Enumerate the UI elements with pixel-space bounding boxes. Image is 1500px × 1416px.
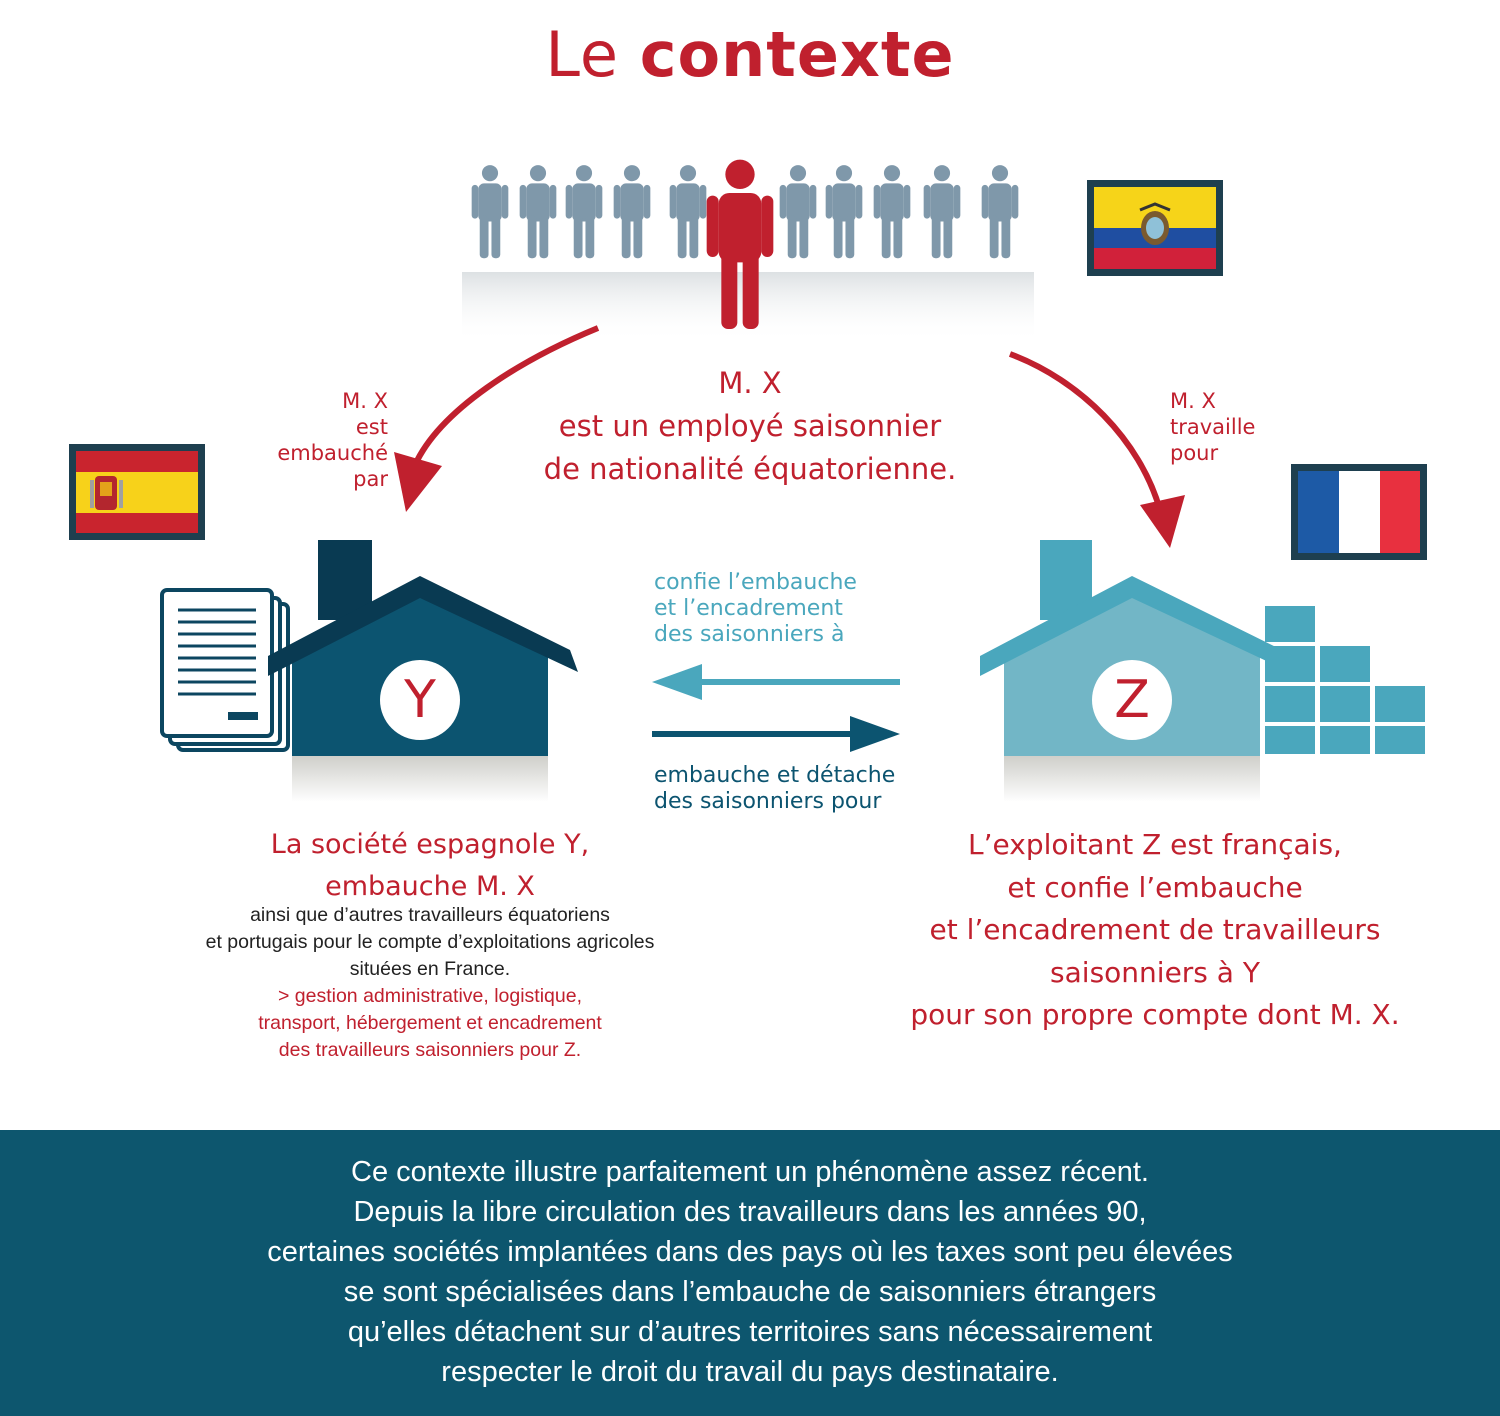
person-icon xyxy=(924,165,961,258)
spain-flag-icon xyxy=(69,444,205,540)
person-icon xyxy=(826,165,863,258)
person-icon xyxy=(614,165,651,258)
person-icon xyxy=(982,165,1019,258)
arrow-to-z xyxy=(1010,354,1160,510)
ecuador-flag-icon xyxy=(1087,180,1223,276)
arrow-z-to-y-head xyxy=(652,664,702,700)
title-bold: contexte xyxy=(639,18,955,91)
left-arrow-label: M. X est embauché par xyxy=(277,389,388,491)
person-icon xyxy=(566,165,603,258)
person-icon xyxy=(780,165,817,258)
footer-text: Ce contexte illustre parfaitement un phénomène assez récent. Depuis la libre circulation des travailleurs dans les années 90, certaines sociétés implantées dans des pays où les taxes sont peu élevées se sont spécialisées dans l’embauche de saisonniers étrangers qu’elles détachent sur d’autres territoires sans nécessairement respecter le droit du travail du pays destinataire. xyxy=(267,1156,1233,1388)
crates-icon xyxy=(1265,606,1425,754)
person-icon xyxy=(472,165,509,258)
arrow-to-z-head xyxy=(1140,495,1185,548)
company-z-letter: Z xyxy=(1114,670,1150,730)
title-light: Le xyxy=(545,18,620,91)
mx-line-1: M. X xyxy=(718,366,782,400)
arrow-teal-label: confie l’embauche et l’encadrement des saisonniers à xyxy=(654,570,857,647)
company-y-body: ainsi que d’autres travailleurs équatoriens et portugais pour le compte d’exploitations agricoles situées en France. > gestion administrative, logistique, transport, hébergement et encadrement des travailleurs saisonniers pour Z. xyxy=(205,904,655,1061)
mx-description xyxy=(480,362,1020,491)
person-icon xyxy=(670,165,707,258)
right-arrow-label: M. X travaille pour xyxy=(1170,389,1256,465)
company-y-letter: Y xyxy=(404,670,436,730)
person-icon xyxy=(874,165,911,258)
arrow-navy-label: embauche et détache des saisonniers pour xyxy=(654,763,896,814)
arrow-y-to-z-head xyxy=(850,716,900,752)
person-icon xyxy=(520,165,557,258)
mx-line-3: de nationalité équatorienne. xyxy=(543,452,957,486)
france-flag-icon xyxy=(1291,464,1427,560)
mx-line-2: est un employé saisonnier xyxy=(558,409,942,443)
company-y-title: La société espagnole Y, embauche M. X xyxy=(270,829,590,902)
company-z-description: L’exploitant Z est français, et confie l’embauche et l’encadrement de travailleurs saisonniers à Y pour son propre compte dont M. X. xyxy=(910,828,1400,1031)
arrow-to-y-head xyxy=(394,452,442,512)
